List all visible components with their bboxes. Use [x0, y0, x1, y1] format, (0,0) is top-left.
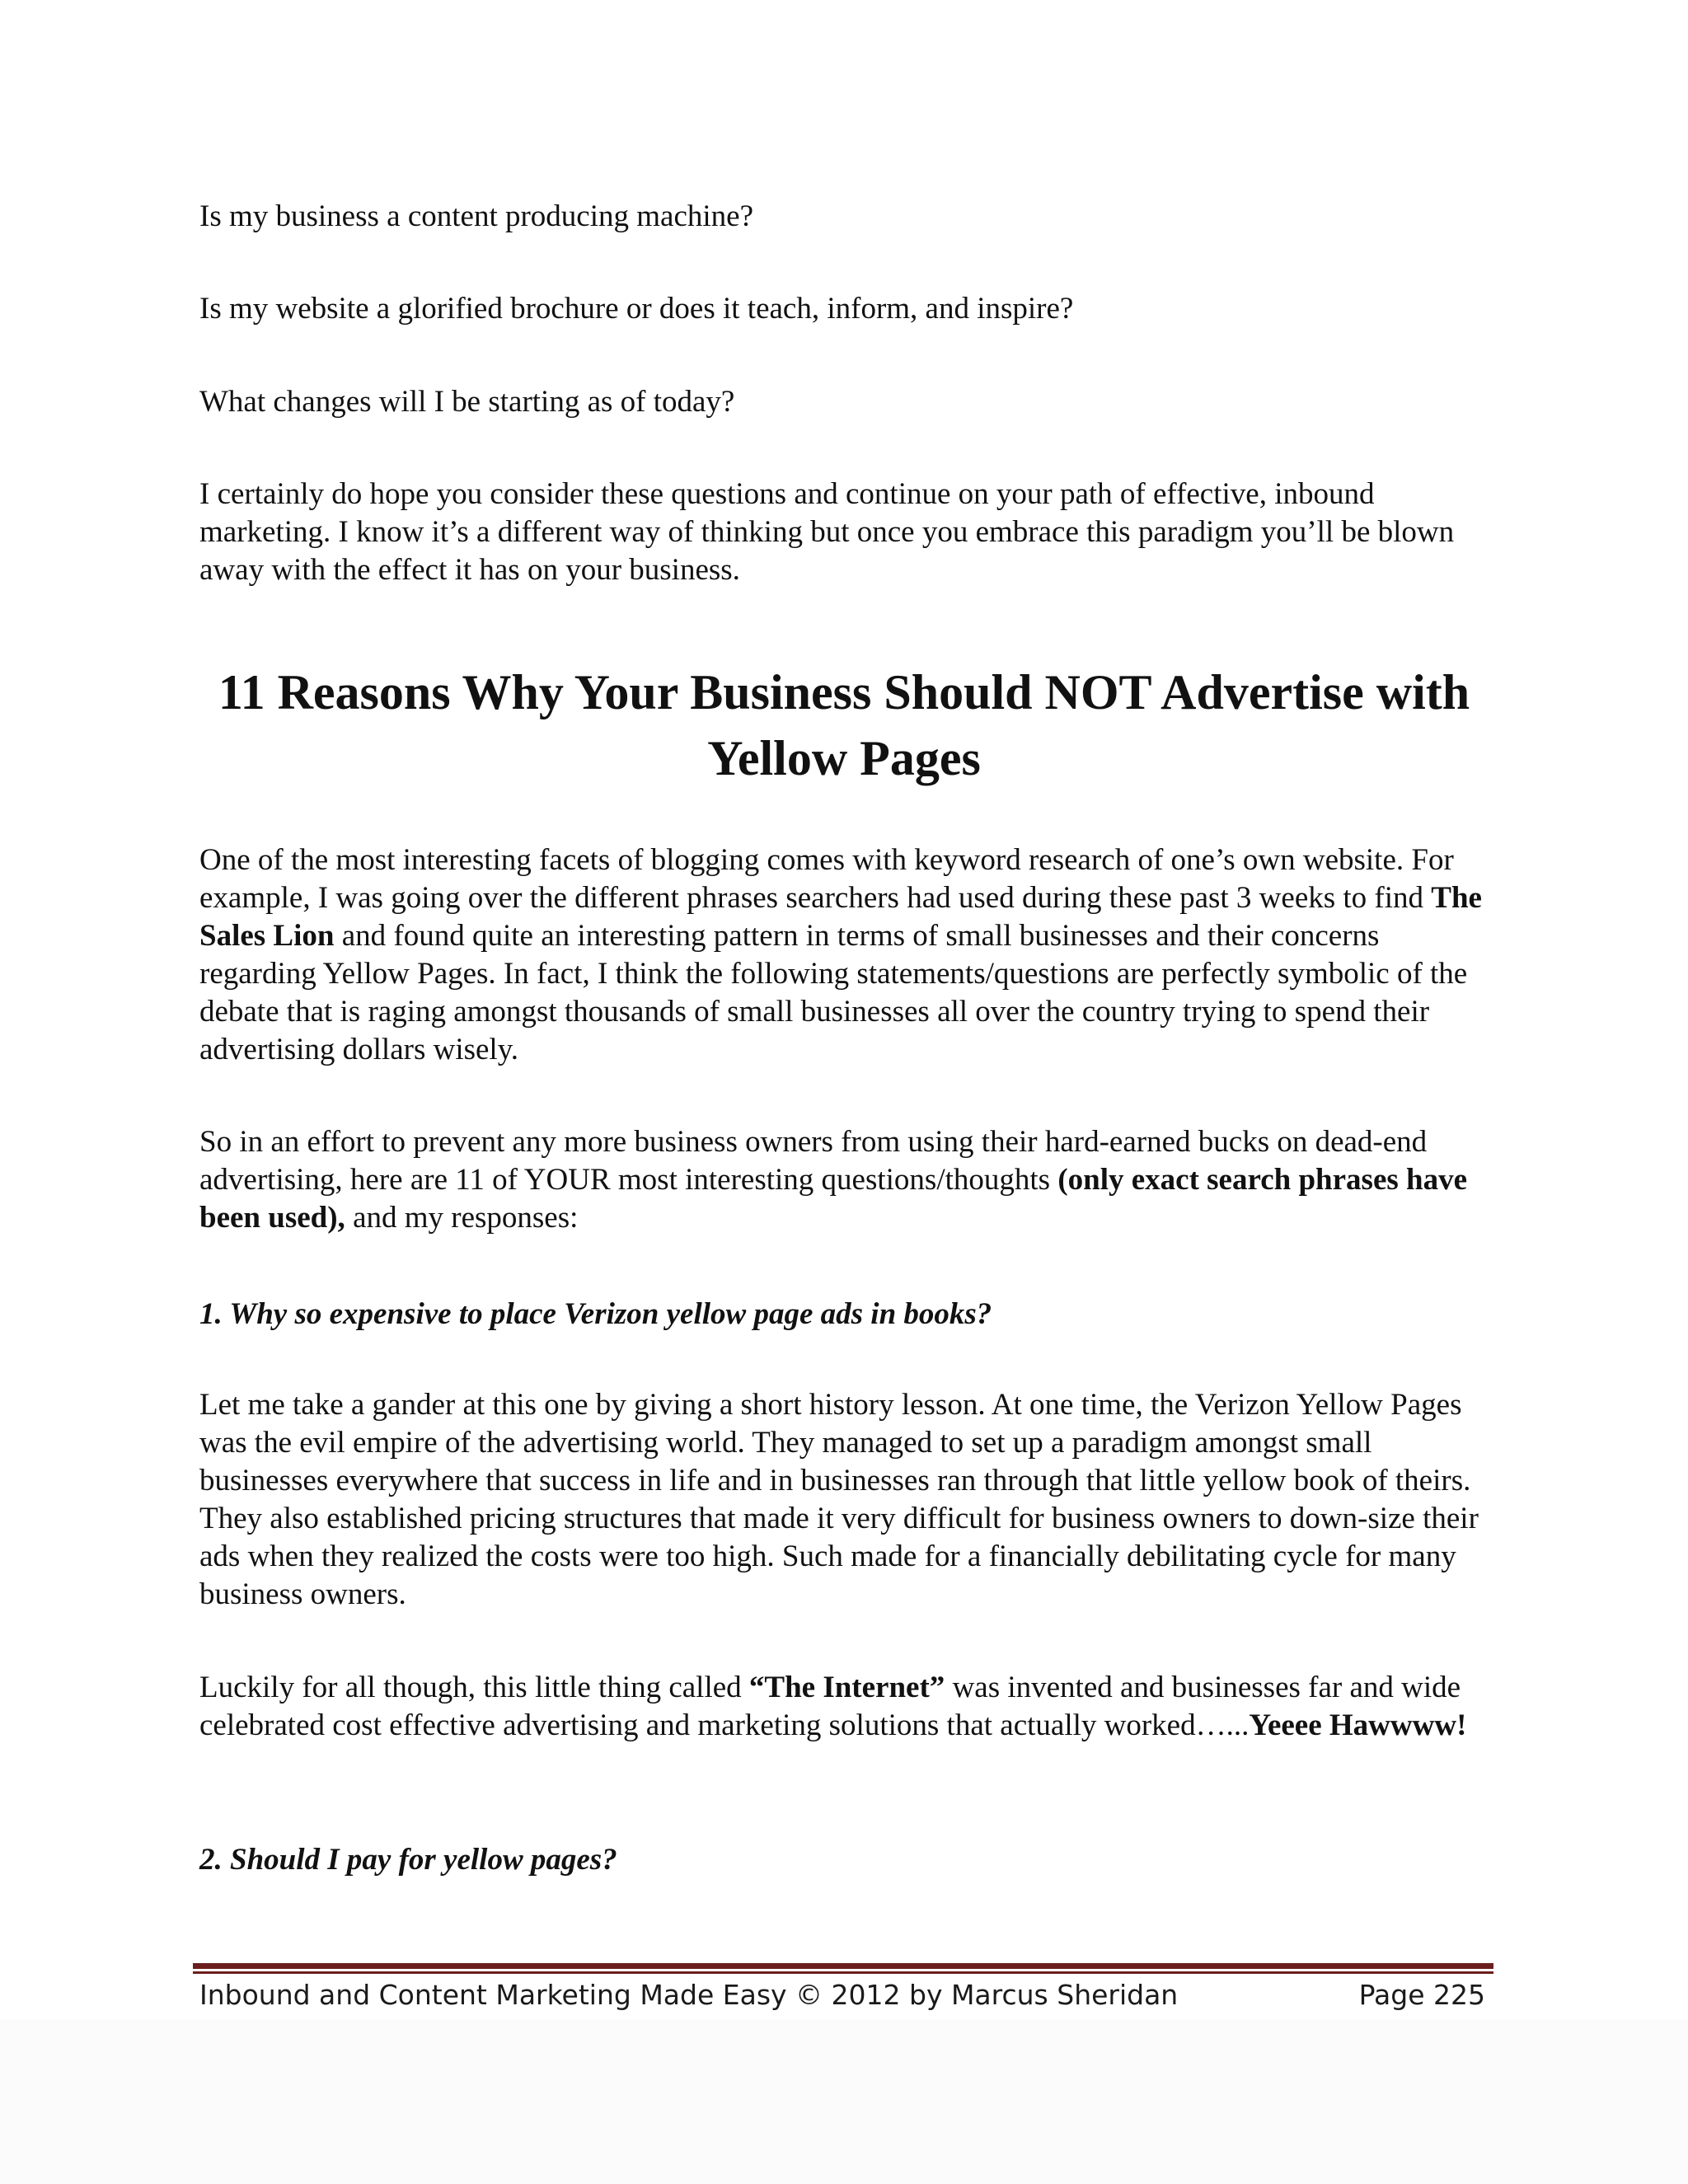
closing-paragraph: I certainly do hope you consider these questions and continue on your path of effective, inbound marketing. I know it’s a different way of thinking but once you embrace this paradigm you’ll be blown away with the effect it has on your business. — [199, 477, 1455, 587]
sales-lion-bold: The Sales Lion — [199, 881, 1482, 953]
internet-paragraph — [199, 1669, 1493, 1745]
footer-book-title: Inbound and Content Marketing Made Easy © 2012 by Marcus Sheridan — [199, 1979, 1179, 2011]
intro-text-start: One of the most interesting facets of blogging comes with keyword research of one’s own website. For example, I was going over the different phrases searchers had used during these past 3 weeks to find — [199, 843, 1454, 915]
luckily-text-middle: was invented and businesses far and wide celebrated cost effective advertising and marketing solutions that actually worked…... — [199, 1671, 1461, 1742]
section-title: 11 Reasons Why Your Business Should NOT Advertise with Yellow Pages — [218, 665, 1470, 785]
effort-paragraph — [199, 1123, 1493, 1237]
page-number: Page 225 — [1358, 1979, 1485, 2011]
question-changes-today: What changes will I be starting as of today? — [199, 385, 735, 419]
the-internet-bold: “The Internet” — [748, 1671, 945, 1704]
footer-divider-thick — [193, 1963, 1493, 1969]
reason-1-answer: Let me take a gander at this one by giving a short history lesson. At one time, the Verizon Yellow Pages was the evil empire of the advertising world. They managed to set up a paradigm amongst small businesses everywhere that success in life and in businesses ran through that little yellow book of theirs. They also established pricing structures that made it very difficult for business owners to down-size their ads when they realized the costs were too high. Such made for a financially debilitating cycle for many business owners. — [199, 1388, 1479, 1611]
luckily-text-start: Luckily for all though, this little thing called — [199, 1671, 749, 1704]
reason-1-heading: 1. Why so expensive to place Verizon yellow page ads in books? — [199, 1297, 992, 1331]
exact-phrases-bold: (only exact search phrases have been used), — [199, 1163, 1468, 1235]
footer-divider-thin — [193, 1971, 1493, 1974]
page-bottom-margin — [0, 2019, 1688, 2184]
intro-paragraph — [199, 841, 1493, 1069]
question-website-brochure: Is my website a glorified brochure or does it teach, inform, and inspire? — [199, 292, 1074, 326]
footer-divider — [193, 1963, 1493, 1975]
yeee-haw-bold: Yeeee Hawwww! — [1249, 1708, 1467, 1742]
effort-text-end: and my responses: — [345, 1201, 579, 1235]
effort-text-start: So in an effort to prevent any more business owners from using their hard-earned bucks on dead-end advertising, here are 11 of YOUR most interesting questions/thoughts — [199, 1125, 1428, 1197]
reason-2-heading: 2. Should I pay for yellow pages? — [199, 1843, 617, 1877]
question-content-machine: Is my business a content producing machine? — [199, 199, 753, 233]
intro-text-end: and found quite an interesting pattern in terms of small businesses and their concerns regarding Yellow Pages. In fact, I think the following statements/questions are perfectly symbolic of the debate that is raging amongst thousands of small businesses all over the country trying to spend their advertising dollars wisely. — [199, 919, 1468, 1066]
